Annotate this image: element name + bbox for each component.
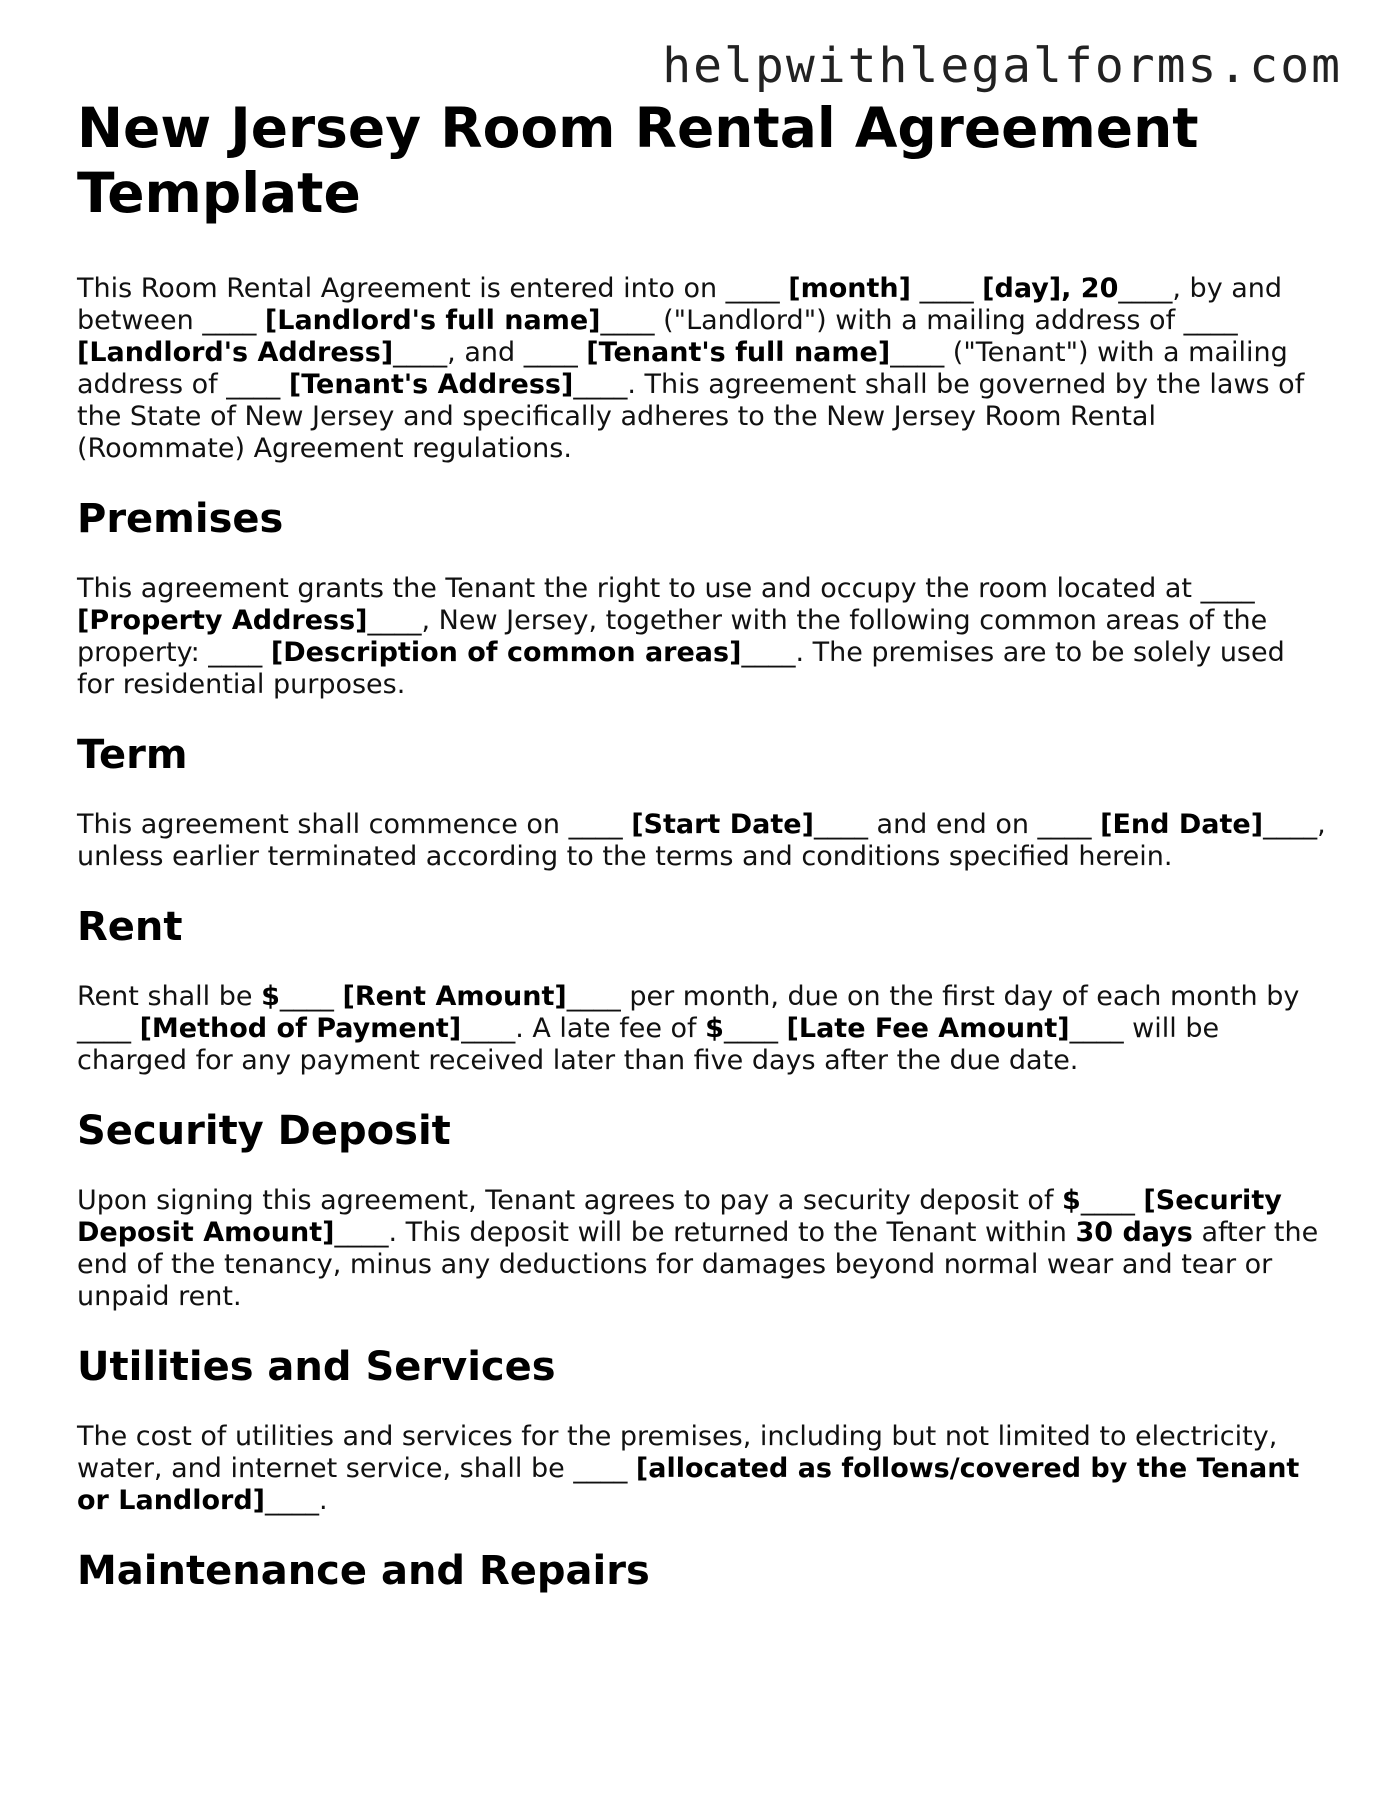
utilities-heading: Utilities and Services [77, 1344, 556, 1390]
dollar-sign: $ [1062, 1185, 1081, 1216]
deposit-return-days: 30 days [1075, 1217, 1193, 1248]
dollar-sign: $ [261, 981, 280, 1012]
field-deposit-amount: [Security Deposit Amount] [77, 1185, 1282, 1248]
field-landlord-address: [Landlord's Address] [77, 337, 394, 368]
dollar-sign: $ [705, 1013, 724, 1044]
field-utilities-allocation: [allocated as follows/covered by the Tenant or Landlord] [77, 1453, 1300, 1516]
field-landlord-name: [Landlord's full name] [264, 305, 601, 336]
field-rent-amount: [Rent Amount] [342, 981, 567, 1012]
field-common-areas: [Description of common areas] [270, 637, 742, 668]
premises-heading: Premises [77, 496, 284, 542]
deposit-heading: Security Deposit [77, 1108, 451, 1154]
deposit-paragraph: Upon signing this agreement, Tenant agrees to pay a security deposit of $____ [Security Deposit Amount]____. This deposit will be returned to the Tenant within 30 days after the end of the tenancy, minus any deductions for damages beyond normal wear and tear or unpaid rent. [77, 1185, 1319, 1312]
field-payment-method: [Method of Payment] [139, 1013, 462, 1044]
field-late-fee: [Late Fee Amount] [786, 1013, 1070, 1044]
field-tenant-name: [Tenant's full name] [586, 337, 891, 368]
document-page [77, 96, 1327, 1595]
rent-paragraph: Rent shall be $____ [Rent Amount]____ per month, due on the first day of each month by ____ [Method of Payment]____. A late fee of $____ [Late Fee Amount]____ will be charged for any payment received later than five days after the due date. [77, 981, 1300, 1076]
site-watermark: helpwithlegalforms.com [662, 38, 1342, 94]
maintenance-heading: Maintenance and Repairs [77, 1548, 650, 1594]
premises-paragraph: This agreement grants the Tenant the right to use and occupy the room located at ____ [Property Address]____, New Jersey, together with the following common areas of the property: ____ [Description of common areas]____. The premises are to be solely used for residential purposes. [77, 573, 1285, 700]
field-property-address: [Property Address] [77, 605, 368, 636]
field-day-year: [day], 20 [982, 273, 1119, 304]
rent-heading: Rent [77, 904, 183, 950]
field-month: [month] [788, 273, 911, 304]
intro-paragraph: This Room Rental Agreement is entered into on ____ [month] ____ [day], 20____, by and between ____ [Landlord's full name]____ ("Landlord") with a mailing address of ____ [Landlord's Address]____, and ____ [Tenant's full name]____ ("Tenant") with a mailing address of ____ [Tenant's Address]____. This agreement shall be governed by the laws of the State of New Jersey and specifically adheres to the New Jersey Room Rental (Roommate) Agreement regulations. [77, 273, 1305, 464]
field-tenant-address: [Tenant's Address] [288, 369, 574, 400]
field-start-date: [Start Date] [631, 809, 814, 840]
term-heading: Term [77, 732, 188, 778]
term-paragraph: This agreement shall commence on ____ [Start Date]____ and end on ____ [End Date]____, unless earlier terminated according to the terms and conditions specified herein. [77, 809, 1326, 872]
document-title: New Jersey Room Rental Agreement Template [77, 96, 1199, 225]
utilities-paragraph: The cost of utilities and services for the premises, including but not limited to electricity, water, and internet service, shall be ____ [allocated as follows/covered by the Tenant or Landlord]____. [77, 1421, 1300, 1516]
field-end-date: [End Date] [1100, 809, 1264, 840]
